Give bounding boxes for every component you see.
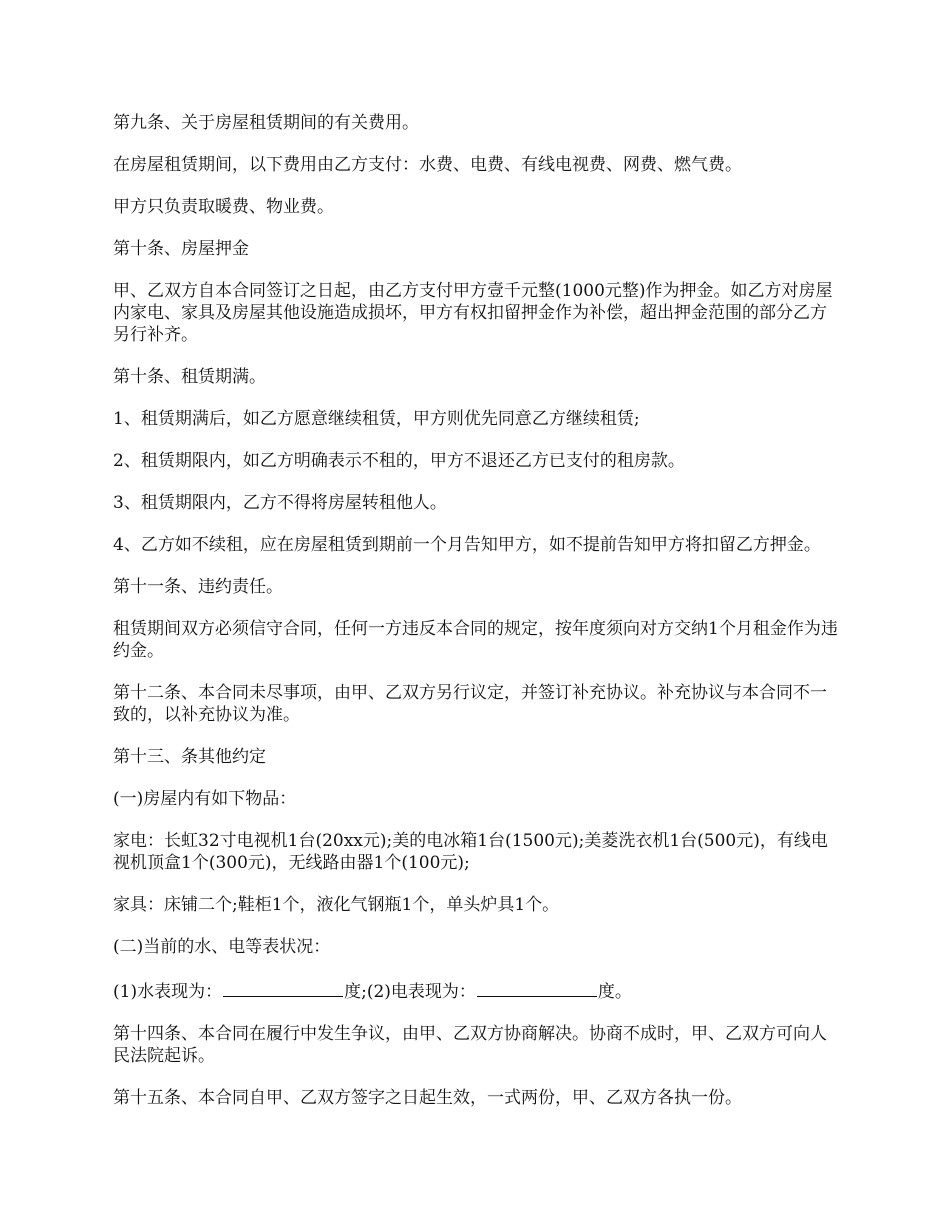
article-14-text: 第十四条、本合同在履行中发生争议，由甲、乙双方协商解决。协商不成时，甲、乙双方可向人民法院起诉。 (113, 1024, 827, 1066)
electric-meter-label: (2)电表现为： (366, 982, 476, 1002)
document-body (113, 112, 841, 1129)
article-10-deposit-text: 甲、乙双方自本合同签订之日起，由乙方支付甲方壹千元整(1000元整)作为押金。如乙方对房屋内家电、家具及房屋其他设施造成损坏，甲方有权扣留押金作为补偿，超出押金范围的部分乙方另行补齐。 (113, 281, 833, 345)
expiry-clause-3: 3、租赁期限内，乙方不得将房屋转租他人。 (113, 493, 447, 513)
electric-meter-blank (477, 978, 597, 997)
article-9-fees-tenant: 在房屋租赁期间，以下费用由乙方支付：水费、电费、有线电视费、网费、燃气费。 (113, 155, 742, 175)
furniture-list: 家具：床铺二个;鞋柜1个，液化气钢瓶1个，单头炉具1个。 (113, 895, 560, 915)
article-11-breach-text: 租赁期间双方必须信守合同，任何一方违反本合同的规定，按年度须向对方交纳1个月租金作为违约金。 (113, 619, 838, 661)
appliances-list: 家电：长虹32寸电视机1台(20xx元);美的电冰箱1台(1500元);美菱洗衣机1台(500元)，有线电视机顶盒1个(300元)，无线路由器1个(100元); (113, 831, 828, 873)
electric-meter-unit: 度。 (597, 982, 632, 1002)
expiry-clause-1: 1、租赁期满后，如乙方愿意继续租赁，甲方则优先同意乙方继续租赁; (113, 409, 640, 429)
article-10b-heading: 第十条、租赁期满。 (113, 367, 266, 387)
article-15-text: 第十五条、本合同自甲、乙双方签字之日起生效，一式两份，甲、乙双方各执一份。 (113, 1088, 742, 1108)
water-meter-blank (223, 978, 343, 997)
water-meter-label: (1)水表现为： (113, 982, 223, 1002)
article-9-heading: 第九条、关于房屋租赁期间的有关费用。 (113, 113, 419, 133)
meters-subheading: (二)当前的水、电等表状况： (113, 937, 331, 957)
article-13-heading: 第十三、条其他约定 (113, 747, 266, 767)
article-10-heading: 第十条、房屋押金 (113, 239, 249, 259)
article-12-text: 第十二条、本合同未尽事项，由甲、乙双方另行议定，并签订补充协议。补充协议与本合同不一致的，以补充协议为准。 (113, 683, 827, 725)
article-11-heading: 第十一条、违约责任。 (113, 577, 283, 597)
meter-readings-line (113, 978, 841, 1003)
items-subheading: (一)房屋内有如下物品： (113, 789, 297, 809)
expiry-clause-2: 2、租赁期限内，如乙方明确表示不租的，甲方不退还乙方已支付的租房款。 (113, 451, 685, 471)
water-meter-unit: 度; (344, 982, 367, 1002)
article-9-fees-landlord: 甲方只负责取暖费、物业费。 (113, 197, 334, 217)
expiry-clause-4: 4、乙方如不续租，应在房屋租赁到期前一个月告知甲方，如不提前告知甲方将扣留乙方押金。 (113, 535, 821, 555)
